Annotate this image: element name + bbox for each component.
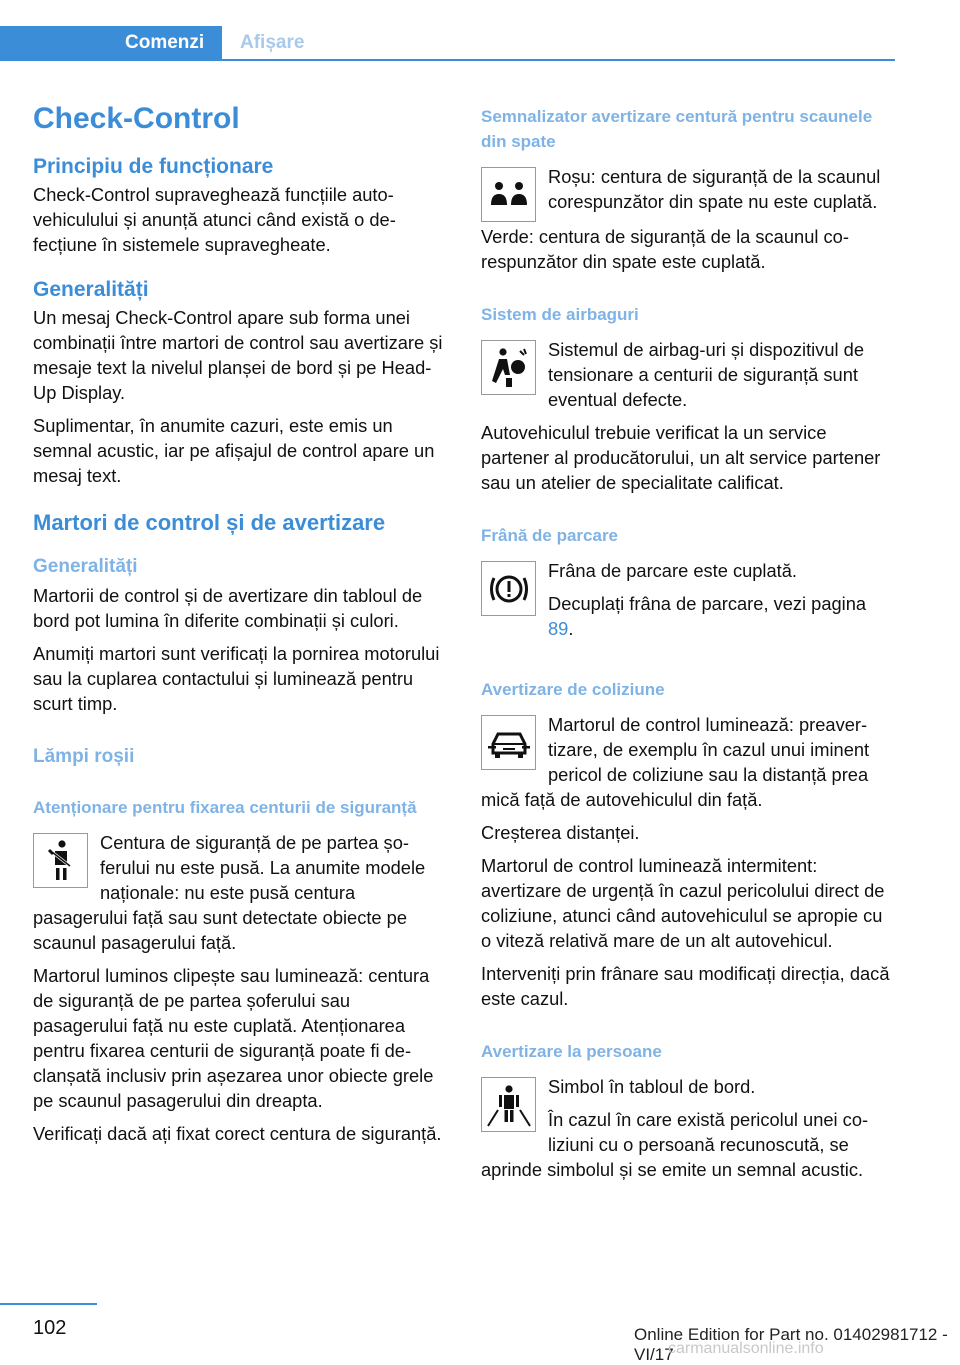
left-column: [33, 100, 447, 1154]
tab-comenzi[interactable]: Comenzi: [0, 26, 222, 60]
lights-heading: Martori de control și de avertizare: [33, 510, 386, 535]
person-text-2: În cazul în care există pericolul unei coliziuni cu o persoană recunoscută, se aprinde simbolul și se emite un semnal acustic.: [481, 1109, 869, 1180]
lights-paragraph-2: Anumiți martori sunt verificați la pornirea motorului sau la cuplarea contactului și luminează pentru scurt timp.: [33, 643, 440, 714]
airbag-paragraph-2: Autovehiculul trebuie verificat la un service partener al producătorului, un alt service partener sau un atelier de specialitate calificat.: [481, 422, 881, 493]
principle-heading: Principiu de funcționare: [33, 155, 274, 178]
collision-warning-icon: [481, 715, 536, 770]
tab-afisare[interactable]: Afișare: [240, 32, 305, 53]
page-number: 102: [33, 1317, 67, 1339]
collision-paragraph-2: Creșterea distanței.: [481, 822, 640, 843]
belt-warning-block: [33, 830, 447, 963]
airbag-icon: [481, 340, 536, 395]
parking-brake-text-1: Frâna de parcare este cuplată.: [548, 560, 797, 581]
rear-belt-heading: Semnalizator avertizare centură pentru scaunele din spate: [481, 107, 873, 151]
airbag-block: [481, 337, 895, 420]
collision-paragraph-4: Interveniți prin frânare sau modificați direcția, dacă este cazul.: [481, 963, 890, 1009]
person-block: [481, 1074, 895, 1182]
general-paragraph-1: Un mesaj Check-Control apare sub forma unei combinații între martori de control sau avertizare și mesaje text la nivelul planșei de bord și pe Head-Up Display.: [33, 307, 443, 403]
parking-brake-icon: [481, 561, 536, 616]
edition-note: Online Edition for Part no. 01402981712 - VI/17: [634, 1325, 948, 1364]
tab-underline: [0, 59, 895, 61]
parking-brake-heading: Frână de parcare: [481, 526, 619, 545]
airbag-heading: Sistem de airbaguri: [481, 305, 639, 324]
rear-belt-paragraph-2: Verde: centura de siguranță de la scaunul corespunzător din spate este cuplată.: [481, 226, 849, 272]
page-89-link[interactable]: 89: [548, 618, 569, 639]
lights-general-heading: Generalități: [33, 556, 138, 577]
chapter-tab-bar: [0, 26, 895, 62]
red-lights-heading: Lămpi roșii: [33, 746, 135, 767]
belt-paragraph-3: Verificați dacă ați fixat corect centura de siguranță.: [33, 1123, 442, 1144]
parking-brake-text-2-main: Decuplați frâna de parcare, vezi pagina: [548, 593, 867, 614]
lights-paragraph-1: Martorii de control și de avertizare din tabloul de bord pot lumina în diferite combinații și culori.: [33, 585, 423, 631]
rear-belt-text: Roșu: centura de siguranță de la scaunul corespunzător din spate nu este cuplată.: [548, 166, 881, 212]
collision-text: Martorul de control luminează: preavertizare, de exemplu în cazul unui iminent pericol de coliziune sau la distanță prea mică față de autovehiculul din față.: [481, 714, 870, 810]
parking-brake-text-2-end: .: [568, 618, 574, 639]
belt-warning-text: Centura de siguranță de pe partea șoferului nu este pusă. La anumite modele naționale: nu este pusă centura pasagerului față sau sunt detectate obiecte pe scaunul pasagerului față.: [33, 832, 426, 953]
belt-warning-heading: Atenționare pentru fixarea centurii de siguranță: [33, 798, 417, 817]
general-paragraph-2: Suplimentar, în anumite cazuri, este emis un semnal acustic, iar pe afișajul de control apare un mesaj text.: [33, 415, 435, 486]
rear-belt-block: [481, 164, 895, 224]
right-column: [481, 100, 895, 1190]
principle-text: Check-Control supraveghează funcțiile autovehiculului și anunță atunci când există o defecțiune în sistemele supravegheate.: [33, 184, 396, 255]
footer-line: [0, 1303, 97, 1305]
belt-paragraph-2: Martorul luminos clipește sau luminează: centura de siguranță de pe partea șoferului sau pasagerului față nu este cuplată. Atenționarea pentru fixarea centurii de siguranță poate fi declanșată inclusiv prin așezarea unor obiecte grele pe scaunul pasagerului din dreapta.: [33, 965, 434, 1111]
pedestrian-warning-icon: [481, 1077, 536, 1132]
rear-seatbelt-icon: [481, 167, 536, 222]
seatbelt-warning-icon: [33, 833, 88, 888]
parking-brake-block: [481, 558, 895, 649]
general-heading: Generalități: [33, 278, 149, 301]
collision-block: [481, 712, 895, 820]
collision-heading: Avertizare de coliziune: [481, 680, 665, 699]
person-heading: Avertizare la persoane: [481, 1042, 662, 1061]
parking-brake-text-2: [481, 591, 895, 641]
person-text-1: Simbol în tabloul de bord.: [548, 1076, 756, 1097]
airbag-text: Sistemul de airbag-uri și dispozitivul de tensionare a centurii de siguranță sunt eventual defecte.: [548, 339, 865, 410]
collision-paragraph-3: Martorul de control luminează intermitent: avertizare de urgență în cazul pericolului direct de coliziune, atunci când autovehiculul se apropie cu o viteză relativă mare de un alt autovehicul.: [481, 855, 885, 951]
watermark: carmanualsonline.info: [668, 1340, 824, 1357]
page-title: Check-Control: [33, 102, 240, 135]
